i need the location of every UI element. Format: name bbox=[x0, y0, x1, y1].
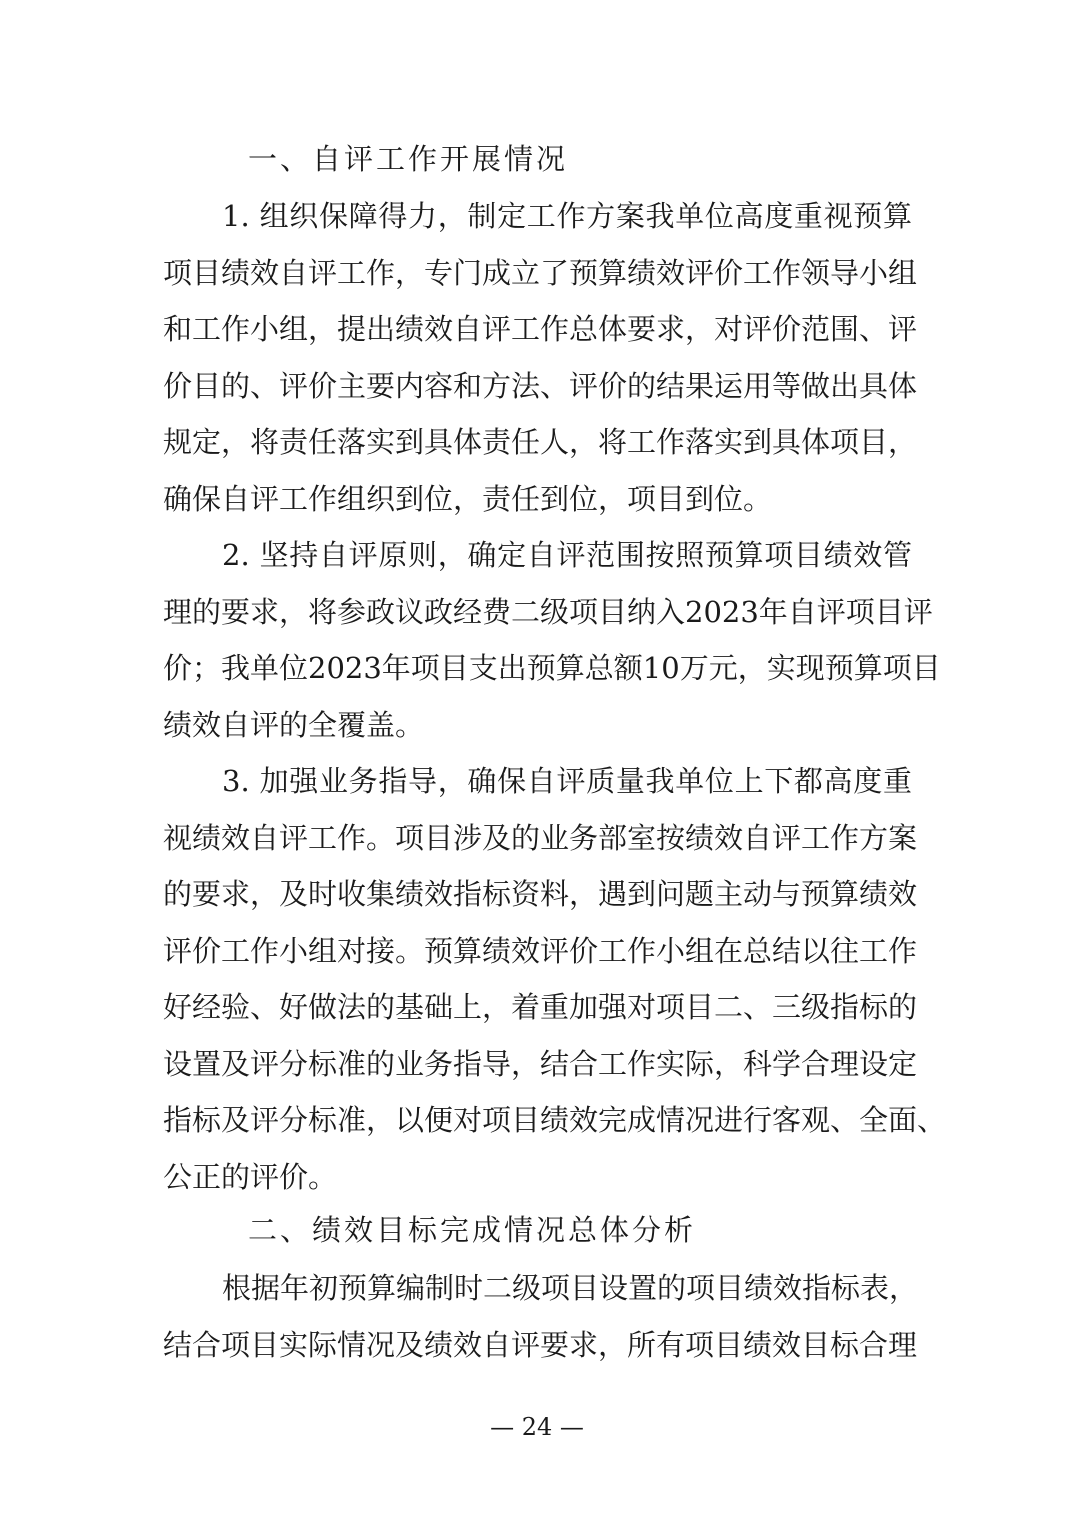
paragraph-line: 理的要求，将参政议政经费二级项目纳入2023年自评项目评 bbox=[163, 595, 933, 629]
paragraph-line: 好经验、好做法的基础上，着重加强对项目二、三级指标的 bbox=[163, 990, 918, 1024]
section-heading: 一、自评工作开展情况 bbox=[248, 142, 569, 176]
paragraph-line: 1. 组织保障得力，制定工作方案我单位高度重视预算 bbox=[222, 199, 912, 233]
paragraph-line: 价；我单位2023年项目支出预算总额10万元，实现预算项目 bbox=[163, 651, 941, 685]
paragraph-line: 和工作小组，提出绩效自评工作总体要求，对评价范围、评 bbox=[163, 312, 918, 346]
paragraph-line: 公正的评价。 bbox=[163, 1160, 338, 1194]
paragraph-line: 的要求，及时收集绩效指标资料，遇到问题主动与预算绩效 bbox=[163, 877, 918, 911]
paragraph-line: 结合项目实际情况及绩效自评要求，所有项目绩效目标合理 bbox=[163, 1328, 918, 1362]
paragraph-line: 视绩效自评工作。项目涉及的业务部室按绩效自评工作方案 bbox=[163, 821, 918, 855]
page-number: — 24 — bbox=[490, 1413, 584, 1441]
paragraph-line: 根据年初预算编制时二级项目设置的项目绩效指标表， bbox=[222, 1271, 919, 1305]
paragraph-line: 3. 加强业务指导，确保自评质量我单位上下都高度重 bbox=[222, 764, 912, 798]
paragraph-line: 确保自评工作组织到位，责任到位，项目到位。 bbox=[163, 482, 773, 516]
paragraph-line: 规定，将责任落实到具体责任人，将工作落实到具体项目， bbox=[163, 425, 918, 459]
paragraph-line: 2. 坚持自评原则，确定自评范围按照预算项目绩效管 bbox=[222, 538, 912, 572]
paragraph-line: 指标及评分标准，以便对项目绩效完成情况进行客观、全面、 bbox=[163, 1103, 947, 1137]
paragraph-line: 设置及评分标准的业务指导，结合工作实际，科学合理设定 bbox=[163, 1047, 918, 1081]
paragraph-line: 价目的、评价主要内容和方法、评价的结果运用等做出具体 bbox=[163, 369, 918, 403]
paragraph-line: 评价工作小组对接。预算绩效评价工作小组在总结以往工作 bbox=[163, 934, 918, 968]
paragraph-line: 绩效自评的全覆盖。 bbox=[163, 708, 425, 742]
section-heading: 二、绩效目标完成情况总体分析 bbox=[248, 1213, 697, 1247]
paragraph-line: 项目绩效自评工作，专门成立了预算绩效评价工作领导小组 bbox=[163, 256, 918, 290]
